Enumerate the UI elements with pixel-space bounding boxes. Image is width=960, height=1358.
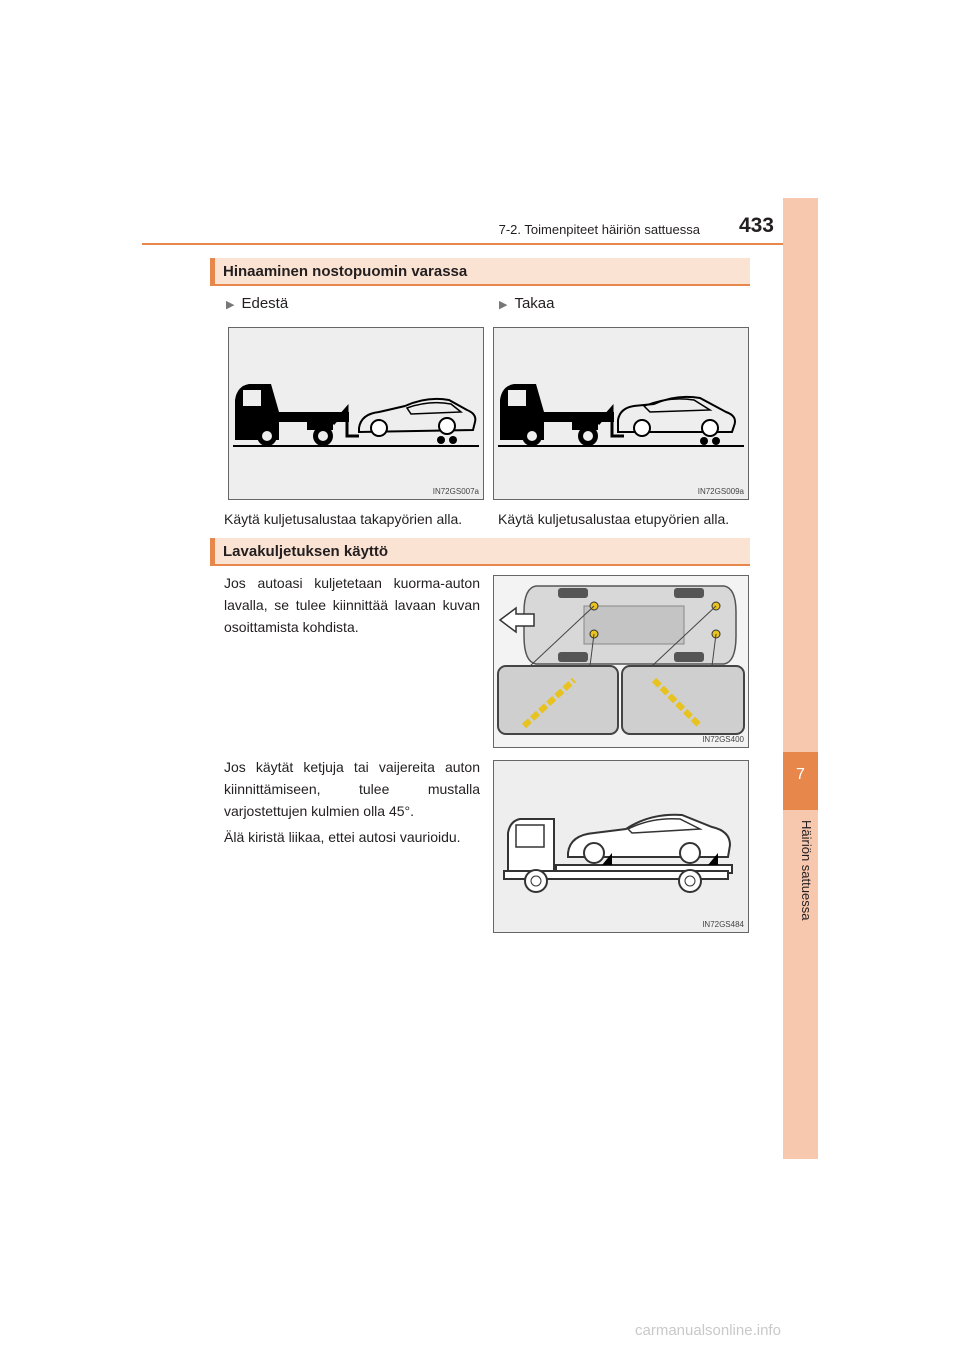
chapter-title: Häiriön sattuessa — [799, 820, 814, 921]
watermark: carmanualsonline.info — [635, 1322, 781, 1339]
chapter-number: 7 — [796, 766, 805, 783]
figure-code: IN72GS484 — [702, 920, 744, 929]
figure-code: IN72GS007a — [432, 487, 479, 496]
paragraph-chains: Jos käytät ketjuja tai vaijereita auton kiinnittämiseen, tulee mustalla varjostettujen kulmien olla 45°. — [224, 759, 480, 819]
figure-tie-down-points — [493, 575, 749, 748]
triangle-bullet-icon: ▶ — [499, 299, 508, 311]
tow-truck-front-illustration — [229, 328, 483, 499]
paragraph-flatbed-intro: Jos autoasi kuljetetaan kuorma-auton lavalla, se tulee kiinnittää lavaan kuvan osoittamista kohdista. — [224, 575, 480, 635]
section-heading-text: Lavakuljetuksen käyttö — [223, 543, 389, 560]
figure-code: IN72GS400 — [702, 735, 744, 744]
paragraph-warning: Älä kiristä liikaa, ettei autosi vaurioidu. — [224, 829, 461, 845]
caption-rear: Käytä kuljetusalustaa etupyörien alla. — [498, 511, 730, 527]
label-front-text: Edestä — [241, 295, 289, 312]
tow-truck-rear-illustration — [494, 328, 748, 499]
header-section-title: 7-2. Toimenpiteet häiriön sattuessa — [498, 222, 700, 237]
triangle-bullet-icon: ▶ — [226, 299, 235, 311]
label-front — [226, 295, 288, 312]
chapter-side-tab — [783, 198, 818, 1159]
section-heading-towing — [210, 258, 750, 286]
section-heading-text: Hinaaminen nostopuomin varassa — [223, 263, 468, 280]
section-heading-flatbed — [210, 538, 750, 566]
figure-tow-front — [228, 327, 484, 500]
label-rear — [499, 295, 555, 312]
figure-flatbed-truck — [493, 760, 749, 933]
page-number: 433 — [738, 214, 774, 237]
label-rear-text: Takaa — [514, 295, 555, 312]
figure-tow-rear — [493, 327, 749, 500]
flatbed-truck-illustration — [494, 761, 748, 932]
tie-down-points-illustration — [494, 576, 748, 747]
header-rule — [142, 243, 818, 245]
figure-code: IN72GS009a — [697, 487, 744, 496]
caption-front: Käytä kuljetusalustaa takapyörien alla. — [224, 511, 463, 527]
